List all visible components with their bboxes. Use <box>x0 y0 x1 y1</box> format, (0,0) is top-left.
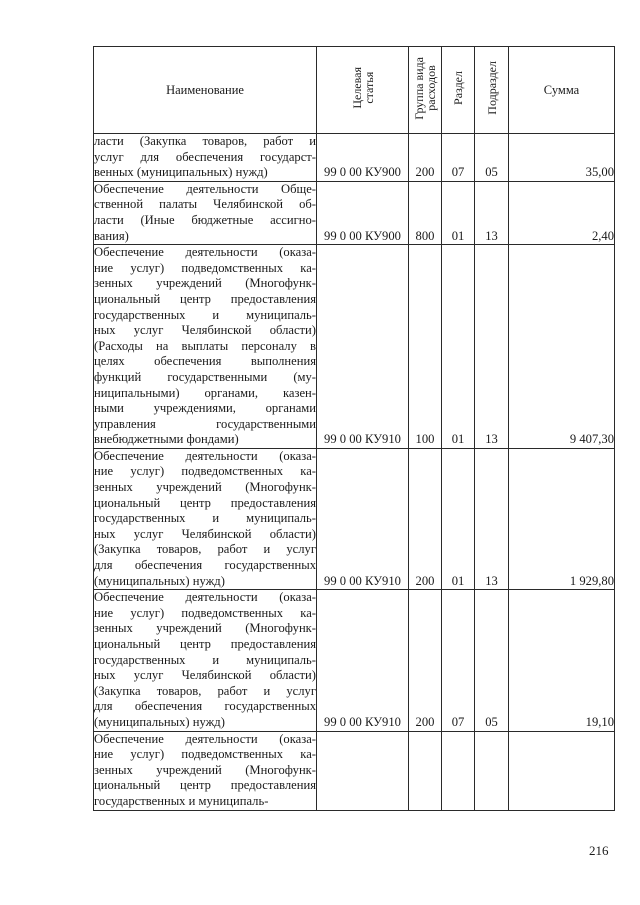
name-line: государственных и муниципаль- <box>94 793 269 808</box>
name-line: ными учреждениями, органами <box>94 401 316 416</box>
table-row <box>94 181 615 244</box>
name-line: ственной палаты Челябинской об- <box>94 197 316 212</box>
cell-sum <box>509 731 615 810</box>
name-line: ных услуг Челябинской области) <box>94 323 316 338</box>
header-name: Наименование <box>94 47 317 134</box>
table-row <box>94 134 615 182</box>
table-row <box>94 590 615 731</box>
cell-group: 100 <box>409 245 442 449</box>
cell-article: 99 0 00 КУ900 <box>317 134 409 182</box>
name-line: вания) <box>94 228 129 243</box>
name-line: ласти (Закупка товаров, работ и <box>94 134 316 148</box>
cell-sum: 35,00 <box>509 134 615 182</box>
cell-subsection: 13 <box>475 181 509 244</box>
cell-section: 01 <box>442 448 475 589</box>
cell-section: 07 <box>442 590 475 731</box>
cell-group: 800 <box>409 181 442 244</box>
name-line: целях обеспечения выполнения <box>94 354 316 369</box>
header-subsection: Подраздел <box>475 47 509 134</box>
name-line: Обеспечение деятельности (оказа- <box>94 590 316 605</box>
name-line: циональный центр предоставления <box>94 637 316 651</box>
header-group: Группа вида расходов <box>409 47 442 134</box>
name-line: ных услуг Челябинской области) <box>94 668 316 683</box>
cell-section <box>442 731 475 810</box>
name-line: ние услуг) подведомственных ка- <box>94 464 316 479</box>
cell-subsection: 05 <box>475 134 509 182</box>
cell-subsection: 05 <box>475 590 509 731</box>
name-line: ние услуг) подведомственных ка- <box>94 605 316 620</box>
cell-group: 200 <box>409 448 442 589</box>
row-name <box>94 134 317 182</box>
cell-sum: 2,40 <box>509 181 615 244</box>
cell-section: 01 <box>442 181 475 244</box>
name-line: государственных и муниципаль- <box>94 307 316 322</box>
row-name <box>94 448 317 589</box>
name-line: Обеспечение деятельности (оказа- <box>94 731 316 746</box>
name-line: ние услуг) подведомственных ка- <box>94 747 316 762</box>
name-line: Обеспечение деятельности (оказа- <box>94 245 316 260</box>
header-section: Раздел <box>442 47 475 134</box>
row-name <box>94 181 317 244</box>
name-line: (Закупка товаров, работ и услуг <box>94 542 316 557</box>
row-name <box>94 245 317 449</box>
name-line: управления государственными <box>94 416 316 431</box>
name-line: циональный центр предоставления <box>94 495 316 510</box>
name-line: (Закупка товаров, работ и услуг <box>94 683 316 698</box>
name-line: зенных учреждений (Многофунк- <box>94 762 316 777</box>
name-line: ние услуг) подведомственных ка- <box>94 260 316 275</box>
table-row <box>94 731 615 810</box>
name-line: (Расходы на выплаты персоналу в <box>94 338 316 353</box>
header-article: Целевая статья <box>317 47 409 134</box>
name-line: ных услуг Челябинской области) <box>94 526 316 541</box>
name-line: зенных учреждений (Многофунк- <box>94 621 316 636</box>
name-line: (муниципальных) нужд) <box>94 714 225 729</box>
name-line: функций государственными (му- <box>94 369 316 384</box>
name-line: государственных и муниципаль- <box>94 652 316 667</box>
cell-group: 200 <box>409 134 442 182</box>
cell-article: 99 0 00 КУ910 <box>317 448 409 589</box>
name-line: ниципальными) органами, казен- <box>94 385 316 400</box>
name-line: ласти (Иные бюджетные ассигно- <box>94 212 316 227</box>
cell-group <box>409 731 442 810</box>
budget-table <box>93 46 615 811</box>
page-number: 216 <box>589 843 609 858</box>
table-row <box>94 245 615 449</box>
cell-article: 99 0 00 КУ910 <box>317 590 409 731</box>
row-name <box>94 590 317 731</box>
table-row <box>94 448 615 589</box>
name-line: для обеспечения государственных <box>94 558 316 573</box>
name-line: (муниципальных) нужд) <box>94 573 225 588</box>
name-line: зенных учреждений (Многофунк- <box>94 480 316 495</box>
cell-subsection: 13 <box>475 448 509 589</box>
row-name <box>94 731 317 810</box>
name-line: государственных и муниципаль- <box>94 511 316 526</box>
name-line: внебюджетными фондами) <box>94 432 239 447</box>
cell-section: 07 <box>442 134 475 182</box>
cell-sum: 9 407,30 <box>509 245 615 449</box>
cell-article <box>317 731 409 810</box>
name-line: Обеспечение деятельности (оказа- <box>94 448 316 463</box>
cell-group: 200 <box>409 590 442 731</box>
cell-article: 99 0 00 КУ900 <box>317 181 409 244</box>
cell-sum: 19,10 <box>509 590 615 731</box>
cell-subsection: 13 <box>475 245 509 449</box>
cell-section: 01 <box>442 245 475 449</box>
name-line: для обеспечения государственных <box>94 699 316 714</box>
name-line: услуг для обеспечения государст- <box>94 149 316 164</box>
cell-sum: 1 929,80 <box>509 448 615 589</box>
table-header-row <box>94 47 615 134</box>
name-line: циональный центр предоставления <box>94 291 316 306</box>
name-line: Обеспечение деятельности Обще- <box>94 181 316 196</box>
cell-subsection <box>475 731 509 810</box>
name-line: циональный центр предоставления <box>94 778 316 793</box>
header-sum: Сумма <box>509 47 615 134</box>
name-line: зенных учреждений (Многофунк- <box>94 276 316 291</box>
cell-article: 99 0 00 КУ910 <box>317 245 409 449</box>
name-line: венных (муниципальных) нужд) <box>94 165 268 180</box>
